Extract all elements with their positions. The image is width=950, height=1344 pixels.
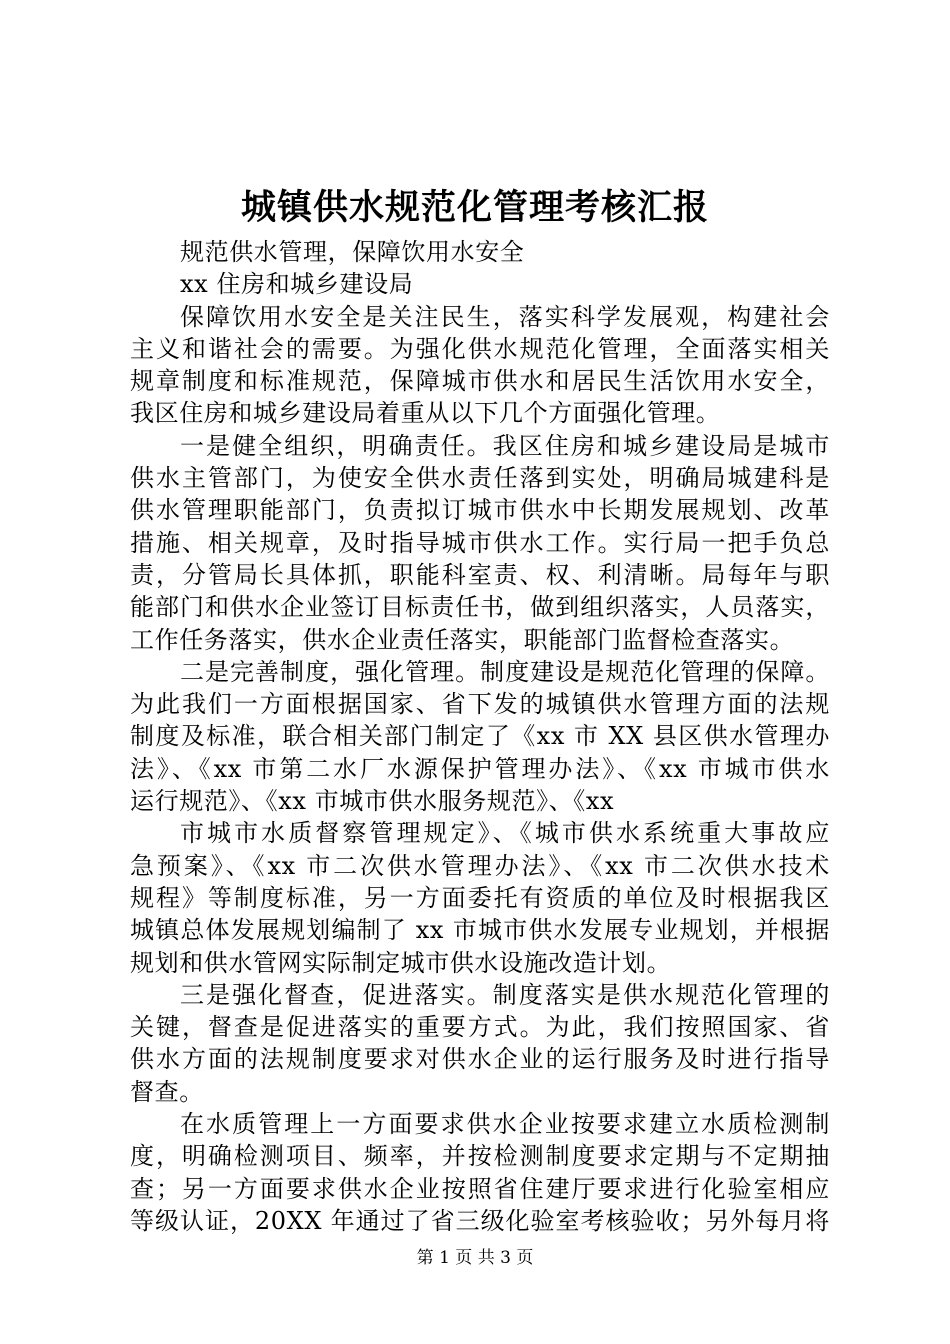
text-line: xx 住房和城乡建设局 (180, 270, 414, 299)
page-footer: 第 1 页 共 3 页 (416, 1248, 534, 1268)
text-line: 急预案》、《xx 市二次供水管理办法》、《xx 市二次供水技术 (130, 851, 830, 880)
text-line: 供水主管部门，为使安全供水责任落到实处，明确局城建科是 (130, 464, 830, 493)
text-line: 供水方面的法规制度要求对供水企业的运行服务及时进行指导 (130, 1045, 830, 1074)
text-line: 二是完善制度，强化管理。制度建设是规范化管理的保障。 (180, 657, 830, 686)
text-line: 在水质管理上一方面要求供水企业按要求建立水质检测制 (180, 1110, 830, 1139)
text-line: 查；另一方面要求供水企业按照省住建厅要求进行化验室相应 (130, 1174, 830, 1203)
text-line: 制度及标准，联合相关部门制定了《xx 市 XX 县区供水管理办 (130, 722, 830, 751)
text-line: 为此我们一方面根据国家、省下发的城镇供水管理方面的法规 (130, 690, 830, 719)
text-line: 供水管理职能部门，负责拟订城市供水中长期发展规划、改革 (130, 496, 830, 525)
text-line: 市城市水质督察管理规定》、《城市供水系统重大事故应 (180, 819, 830, 848)
text-line: 责，分管局长具体抓，职能科室责、权、利清晰。局每年与职 (130, 560, 830, 589)
text-line: 度，明确检测项目、频率，并按检测制度要求定期与不定期抽 (130, 1142, 830, 1171)
text-line: 我区住房和城乡建设局着重从以下几个方面强化管理。 (130, 399, 721, 428)
text-line: 保障饮用水安全是关注民生，落实科学发展观，构建社会 (180, 302, 830, 331)
text-line: 规范供水管理，保障饮用水安全 (180, 238, 525, 266)
text-line: 规程》等制度标准，另一方面委托有资质的单位及时根据我区 (130, 883, 830, 912)
text-line: 能部门和供水企业签订目标责任书，做到组织落实，人员落实， (130, 593, 830, 622)
text-line: 规划和供水管网实际制定城市供水设施改造计划。 (130, 948, 672, 977)
text-line: 督查。 (130, 1077, 204, 1106)
text-line: 工作任务落实，供水企业责任落实，职能部门监督检查落实。 (130, 625, 795, 654)
text-line: 运行规范》、《xx 市城市供水服务规范》、《xx (130, 787, 615, 816)
text-line: 措施、相关规章，及时指导城市供水工作。实行局一把手负总 (130, 528, 830, 557)
text-line: 城镇总体发展规划编制了 xx 市城市供水发展专业规划，并根据 (130, 916, 830, 945)
document-body (130, 236, 830, 1237)
text-line: 主义和谐社会的需要。为强化供水规范化管理，全面落实相关 (130, 334, 830, 363)
text-line: 三是强化督查，促进落实。制度落实是供水规范化管理的 (180, 980, 830, 1009)
document-title: 城镇供水规范化管理考核汇报 (240, 187, 709, 228)
text-line: 等级认证，20XX 年通过了省三级化验室考核验收；另外每月将 (130, 1206, 830, 1235)
text-line: 关键，督查是促进落实的重要方式。为此，我们按照国家、省 (130, 1013, 830, 1042)
text-line: 一是健全组织，明确责任。我区住房和城乡建设局是城市 (180, 431, 830, 460)
text-line: 法》、《xx 市第二水厂水源保护管理办法》、《xx 市城市供水 (130, 754, 830, 783)
text-line: 规章制度和标准规范，保障城市供水和居民生活饮用水安全， (130, 367, 830, 396)
